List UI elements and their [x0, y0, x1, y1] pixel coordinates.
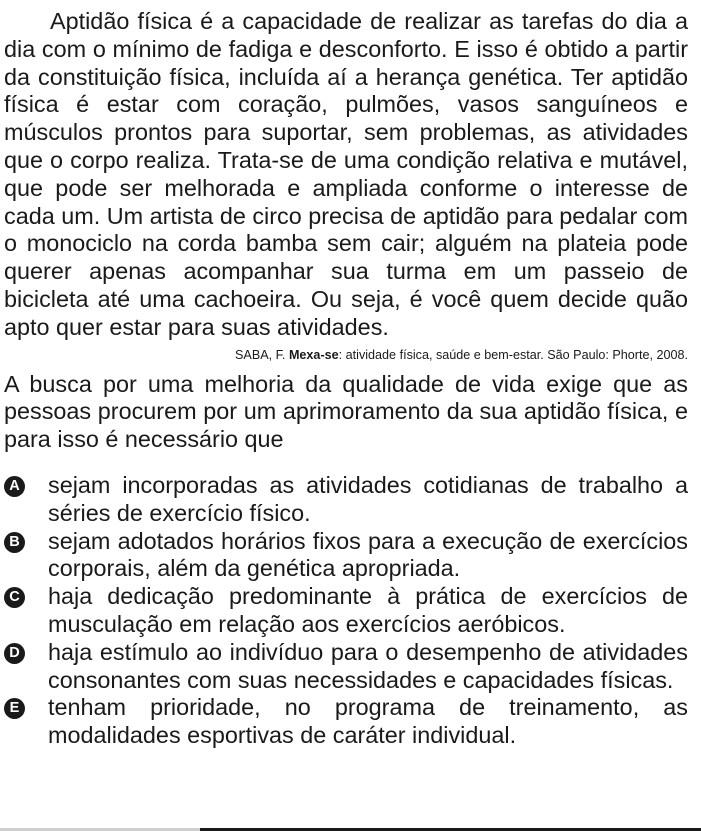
- option-letter-e-icon: E: [4, 698, 25, 719]
- question-document: [4, 8, 688, 750]
- option-e-text: tenham prioridade, no programa de treinamento, as modalidades esportivas de caráter individual.: [48, 694, 688, 749]
- passage-text: Aptidão física é a capacidade de realizar as tarefas do dia a dia com o mínimo de fadiga e desconforto. E isso é obtido a partir da constituição física, incluída aí a herança genética. Ter aptidão física é estar com coração, pulmões, vasos sanguíneos e músculos prontos para suportar, sem problemas, as atividades que o corpo realiza. Trata-se de uma condição relativa e mutável, que pode ser melhorada e ampliada conforme o interesse de cada um. Um artista de circo precisa de aptidão para pedalar com o monociclo na corda bamba sem cair; alguém na plateia pode querer apenas acompanhar sua turma em um passeio de bicicleta até uma cachoeira. Ou seja, é você quem decide quão apto quer estar para suas atividades.: [4, 8, 688, 340]
- option-a[interactable]: [4, 472, 688, 528]
- option-a-text: sejam incorporadas as atividades cotidianas de trabalho a séries de exercício físico.: [48, 471, 688, 526]
- option-letter-d-icon: D: [4, 643, 25, 664]
- question-stem: A busca por uma melhoria da qualidade de vida exige que as pessoas procurem por um aprimoramento da sua aptidão física, e para isso é necessário que: [4, 370, 688, 453]
- source-author: SABA, F.: [235, 347, 289, 362]
- source-details: : atividade física, saúde e bem-estar. São Paulo: Phorte, 2008.: [338, 347, 688, 362]
- option-d[interactable]: [4, 639, 688, 695]
- option-e[interactable]: [4, 694, 688, 750]
- source-citation: [4, 347, 688, 363]
- option-c[interactable]: [4, 583, 688, 639]
- option-c-text: haja dedicação predominante à prática de exercícios de musculação em relação aos exercícios aeróbicos.: [48, 583, 688, 637]
- option-letter-c-icon: C: [4, 587, 25, 608]
- option-b[interactable]: [4, 528, 688, 584]
- source-title: Mexa-se: [288, 347, 339, 362]
- option-d-text: haja estímulo ao indivíduo para o desempenho de atividades consonantes com suas necessidades e capacidades físicas.: [48, 638, 688, 693]
- option-letter-b-icon: B: [4, 532, 25, 553]
- answer-options: [4, 472, 688, 750]
- option-b-text: sejam adotados horários fixos para a execução de exercícios corporais, além da genética apropriada.: [48, 527, 688, 582]
- option-letter-a-icon: A: [4, 476, 25, 497]
